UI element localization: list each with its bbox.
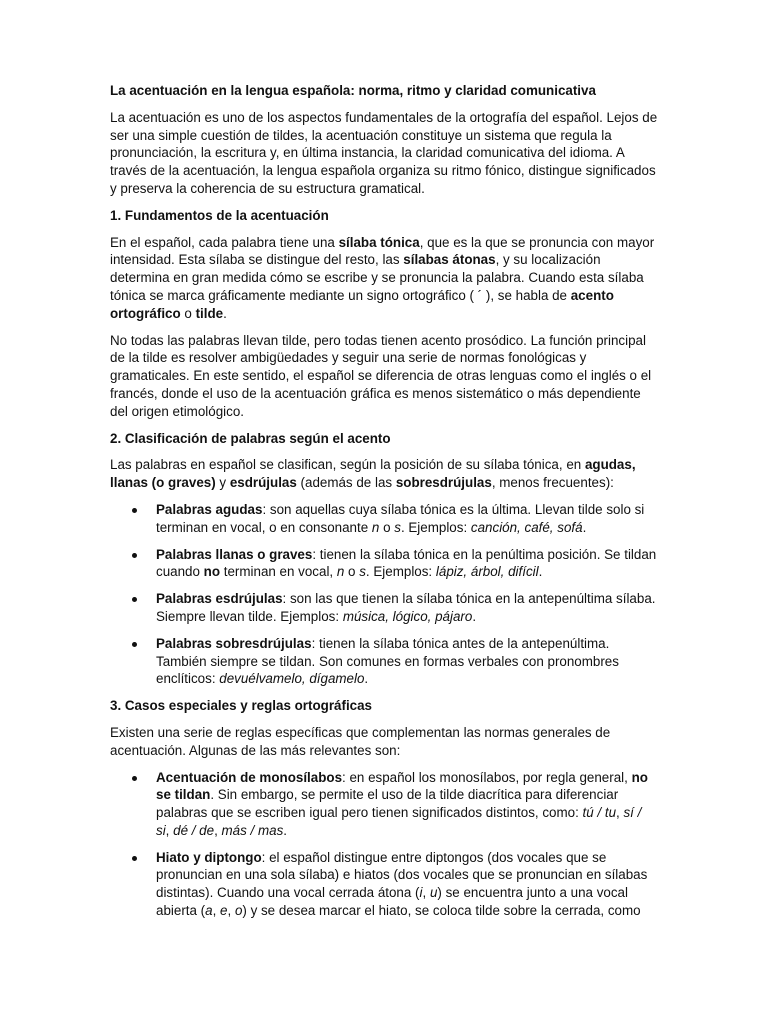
- list-item-term: Palabras agudas: [156, 501, 263, 517]
- list-item-examples: devuélvamelo, dígamelo: [219, 671, 365, 687]
- list-item-agudas: [156, 501, 658, 537]
- bullet-icon: [132, 776, 137, 781]
- term-agudas-llanas: agudas, llanas (o graves): [110, 457, 636, 491]
- text-run: o: [344, 564, 360, 580]
- text-run: ,: [422, 885, 430, 901]
- list-item-term: Acentuación de monosílabos: [156, 769, 343, 785]
- list-item-term: Palabras sobresdrújulas: [156, 635, 312, 651]
- text-run: .: [538, 564, 543, 580]
- term-sobresdrujulas: sobresdrújulas: [395, 475, 492, 491]
- text-run: (además de las: [296, 475, 396, 491]
- text-run: .: [283, 822, 288, 838]
- italic-run: a: [205, 903, 213, 919]
- text-run: : el español distingue entre diptongos (dos vocales que se pronuncian en una sola sílaba) e hiatos (dos vocales que se pronuncian en sílabas distintas). Cuando una vocal cerrada átona (: [156, 849, 648, 901]
- italic-run: e: [220, 903, 228, 919]
- bullet-icon: [132, 508, 137, 513]
- section-1-paragraph-1: [110, 234, 658, 323]
- text-run: .: [582, 519, 587, 535]
- intro-paragraph: La acentuación es uno de los aspectos fundamentales de la ortografía del español. Lejos de ser una simple cuestión de tildes, la acentuación constituye un sistema que regula la pronunciación, la escritura y, en última instancia, la claridad comunicativa del idioma. A través de la acentuación, la lengua española organiza su ritmo fónico, distingue significados y preserva la coherencia de su estructura gramatical.: [110, 109, 658, 196]
- text-run: : tienen la sílaba tónica en la penúltima posición. Se tildan cuando: [156, 546, 657, 580]
- bold-run: no: [203, 564, 221, 580]
- document-page: [110, 82, 658, 929]
- text-run: , que es la que se pronuncia con mayor intensidad. Esta sílaba se distingue del resto, las: [110, 234, 655, 268]
- italic-run: dé / de: [173, 822, 215, 838]
- term-tilde: tilde: [195, 305, 224, 321]
- term-silaba-tonica: sílaba tónica: [338, 234, 420, 250]
- list-item-esdrujulas: [156, 590, 658, 626]
- text-run: ,: [212, 903, 221, 919]
- text-run: ,: [227, 903, 235, 919]
- text-run: Las palabras en español se clasifican, según la posición de su sílaba tónica, en: [110, 457, 585, 473]
- list-item-sobresdrujulas: [156, 635, 658, 688]
- section-3-heading: 3. Casos especiales y reglas ortográficas: [110, 698, 373, 714]
- italic-run: tú / tu: [582, 805, 617, 821]
- list-item-term: Hiato y diptongo: [156, 849, 262, 865]
- section-2-list: [110, 501, 658, 688]
- section-3-intro: Existen una serie de reglas específicas que complementan las normas generales de acentuación. Algunas de las más relevantes son:: [110, 724, 611, 758]
- list-item-examples: música, lógico, pájaro: [342, 608, 473, 624]
- text-run: .: [223, 305, 227, 321]
- term-esdrujulas: esdrújulas: [229, 475, 297, 491]
- text-run: terminan en vocal,: [220, 564, 337, 580]
- text-run: : tienen la sílaba tónica antes de la antepenúltima. También siempre se tildan. Son comunes en formas verbales con pronombres enclíticos:: [156, 635, 619, 687]
- term-silabas-atonas: sílabas átonas: [403, 252, 496, 268]
- section-2-heading: 2. Clasificación de palabras según el acento: [110, 430, 391, 446]
- section-1-heading: 1. Fundamentos de la acentuación: [110, 207, 329, 223]
- text-run: . Ejemplos:: [365, 564, 436, 580]
- italic-run: más / mas: [221, 822, 284, 838]
- bullet-icon: [132, 856, 137, 861]
- text-run: : son las que tienen la sílaba tónica en la antepenúltima sílaba. Siempre llevan tilde. Ejemplos:: [156, 591, 656, 624]
- text-run: : en español los monosílabos, por regla general,: [342, 769, 632, 785]
- italic-run: n: [336, 564, 345, 580]
- text-run: . Sin embargo, se permite el uso de la tilde diacrítica para diferenciar palabras que se escriben igual pero tienen significados distintos, como:: [156, 787, 619, 821]
- text-run: , menos frecuentes):: [491, 475, 614, 491]
- text-run: o: [180, 305, 196, 321]
- bullet-icon: [132, 597, 137, 602]
- italic-run: n: [371, 519, 380, 535]
- text-run: ,: [616, 805, 624, 821]
- text-run: o: [379, 519, 395, 535]
- text-run: .: [364, 671, 369, 687]
- list-item-examples: lápiz, árbol, difícil: [435, 564, 539, 580]
- text-run: En el español, cada palabra tiene una: [110, 234, 339, 250]
- text-run: ) se encuentra junto a una vocal abierta (: [156, 885, 628, 919]
- text-run: . Ejemplos:: [400, 519, 471, 535]
- text-run: ) y se desea marcar el hiato, se coloca tilde sobre la cerrada, como: [242, 903, 641, 919]
- term-acento-ortografico: acento ortográfico: [110, 287, 614, 321]
- text-run: ,: [214, 822, 222, 838]
- italic-run: sí / si: [156, 805, 642, 838]
- bullet-icon: [132, 642, 137, 647]
- list-item-llanas: [156, 546, 658, 582]
- bold-run: no se tildan: [156, 769, 648, 803]
- section-1-paragraph-2: No todas las palabras llevan tilde, pero todas tienen acento prosódico. La función principal de la tilde es resolver ambigüedades y seguir una serie de normas fonológicas y gramaticales. En este sentido, el español se diferencia de otras lenguas como el inglés o el francés, donde el uso de la acentuación gráfica es menos sistemático o más dependiente del origen etimológico.: [110, 332, 652, 419]
- list-item-hiato-diptongo: [156, 849, 658, 920]
- section-2-intro: [110, 456, 658, 492]
- document-title: La acentuación en la lengua española: norma, ritmo y claridad comunicativa: [110, 83, 596, 98]
- italic-run: u: [429, 885, 438, 901]
- list-item-term: Palabras llanas o graves: [156, 546, 313, 562]
- text-run: ,: [165, 822, 174, 838]
- text-run: : son aquellas cuya sílaba tónica es la última. Llevan tilde solo si terminan en vocal, o en consonante: [156, 501, 645, 535]
- italic-run: s: [394, 519, 401, 535]
- italic-run: s: [359, 564, 366, 580]
- list-item-monosilabos: [156, 769, 658, 840]
- italic-run: o: [234, 903, 243, 919]
- text-run: y: [215, 475, 230, 491]
- bullet-icon: [132, 553, 137, 558]
- list-item-term: Palabras esdrújulas: [156, 591, 283, 607]
- italic-run: i: [419, 885, 423, 901]
- list-item-examples: canción, café, sofá: [470, 519, 583, 535]
- section-3-list: [110, 769, 658, 920]
- text-run: , y su localización determina en gran medida cómo se escribe y se pronuncia la palabra. Cuando esta sílaba tónica se marca gráficamente mediante un signo ortográfico ( ´ ), se habla de: [110, 252, 644, 303]
- text-run: .: [472, 608, 477, 624]
